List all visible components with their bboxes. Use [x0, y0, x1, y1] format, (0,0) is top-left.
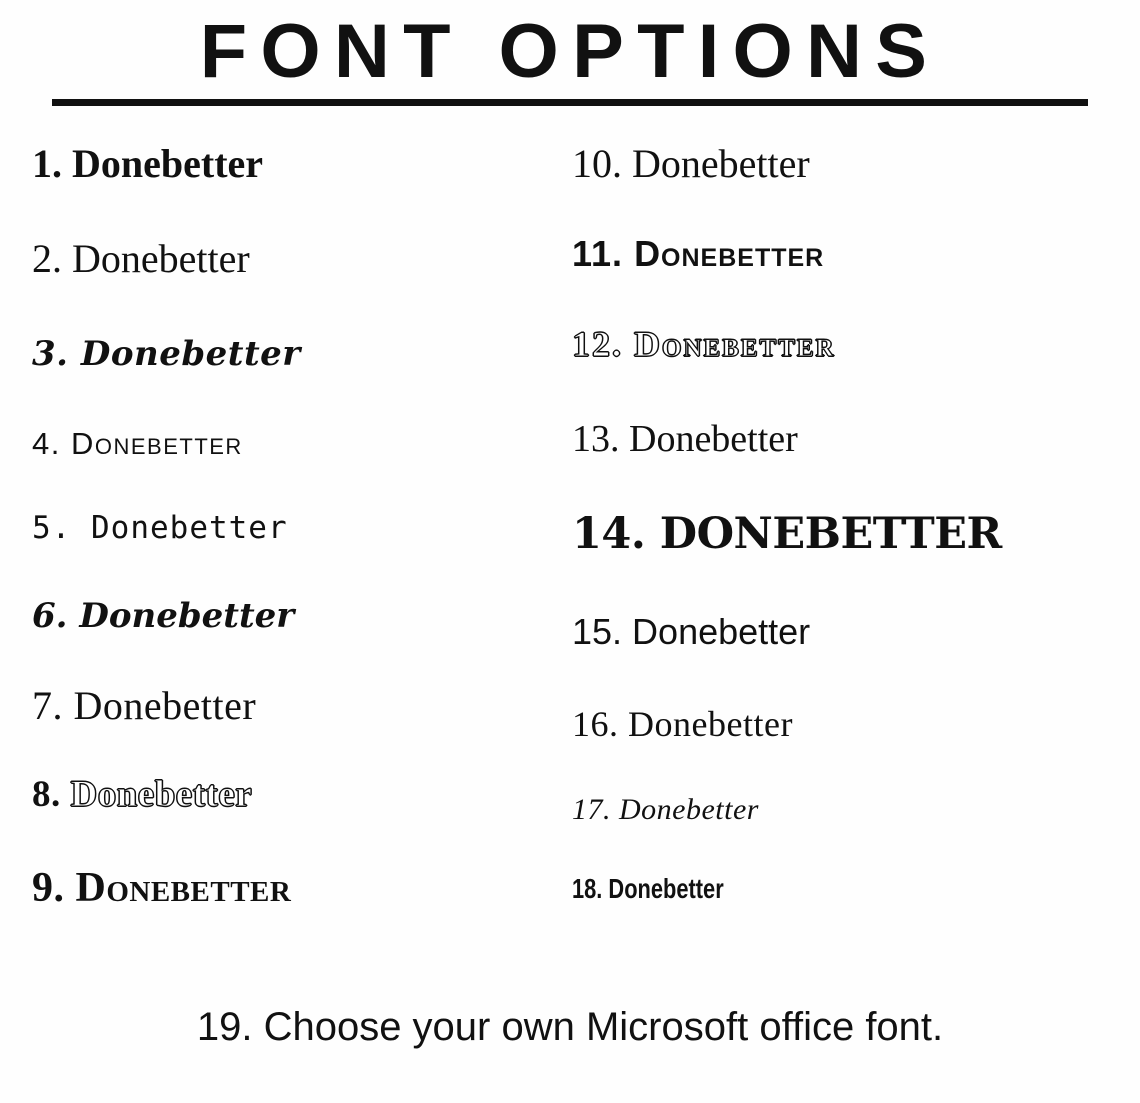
font-options-left-column — [32, 140, 572, 990]
font-option-10-number: 10. — [572, 141, 632, 186]
font-option-2[interactable] — [32, 235, 572, 282]
font-options-columns — [0, 140, 1140, 990]
font-option-15-sample: Donebetter — [632, 611, 811, 652]
font-option-4-sample: Donebetter — [70, 426, 243, 461]
font-option-9[interactable] — [32, 864, 572, 912]
font-option-11-sample: Donebetter — [634, 233, 825, 274]
font-option-15[interactable] — [572, 611, 1132, 653]
font-option-14-number: 14. — [572, 509, 660, 559]
font-option-10-sample: Donebetter — [632, 141, 810, 186]
font-option-1[interactable] — [32, 140, 572, 187]
page-title: FONT OPTIONS — [199, 9, 941, 94]
font-option-2-sample: Donebetter — [72, 236, 250, 281]
font-option-9-sample: Donebetter — [75, 865, 292, 911]
font-option-5-sample: Donebetter — [91, 510, 288, 546]
font-option-16-sample: Donebetter — [628, 704, 793, 744]
title-underline-rule — [52, 99, 1088, 106]
font-option-17-sample: Donebetter — [619, 793, 759, 826]
font-option-7-sample: Donebetter — [73, 683, 257, 728]
font-option-9-number: 9. — [32, 865, 76, 911]
font-option-4[interactable] — [32, 426, 572, 462]
font-option-13[interactable] — [572, 417, 1132, 461]
font-option-12-number: 12. — [572, 324, 634, 364]
font-option-8-sample: Donebetter — [70, 774, 253, 815]
font-option-6[interactable] — [32, 596, 572, 636]
font-option-12[interactable] — [572, 323, 1132, 365]
font-option-19-custom[interactable]: 19. Choose your own Microsoft office font. — [196, 1005, 944, 1049]
font-option-8[interactable] — [32, 773, 572, 816]
font-option-11[interactable] — [572, 233, 1132, 275]
font-option-3[interactable] — [32, 334, 572, 374]
font-option-6-number: 6. — [32, 596, 80, 636]
font-option-5-number: 5. — [32, 510, 91, 546]
font-option-1-number: 1. — [32, 141, 72, 186]
font-option-8-number: 8. — [32, 774, 71, 815]
font-option-16-number: 16. — [572, 704, 628, 744]
font-option-18-number: 18. — [572, 873, 609, 904]
font-option-4-number: 4. — [32, 426, 71, 461]
font-options-right-column — [572, 140, 1132, 990]
font-option-13-number: 13. — [572, 418, 629, 460]
font-option-7[interactable] — [32, 682, 572, 729]
font-option-17-number: 17. — [572, 793, 619, 826]
font-option-14[interactable] — [572, 509, 1132, 559]
font-option-3-number: 3. — [32, 334, 81, 374]
font-option-6-sample: Donebetter — [79, 596, 295, 636]
font-option-1-sample: Donebetter — [72, 141, 264, 186]
font-option-15-number: 15. — [572, 611, 633, 652]
font-option-2-number: 2. — [32, 236, 72, 281]
font-option-11-number: 11. — [572, 233, 635, 274]
font-option-14-sample: DONEBETTER — [659, 509, 1002, 559]
font-option-17[interactable] — [572, 793, 1132, 827]
font-option-16[interactable] — [572, 703, 1132, 745]
font-option-12-sample: Donebetter — [634, 324, 836, 364]
font-option-18-sample: Donebetter — [608, 873, 724, 904]
font-option-13-sample: Donebetter — [629, 418, 798, 460]
font-option-18[interactable] — [572, 873, 724, 905]
font-option-5[interactable] — [32, 510, 572, 546]
font-option-3-sample: Donebetter — [80, 334, 301, 374]
page-title-block — [0, 9, 1140, 106]
font-option-7-number: 7. — [32, 683, 74, 728]
font-option-10[interactable] — [572, 140, 1132, 187]
